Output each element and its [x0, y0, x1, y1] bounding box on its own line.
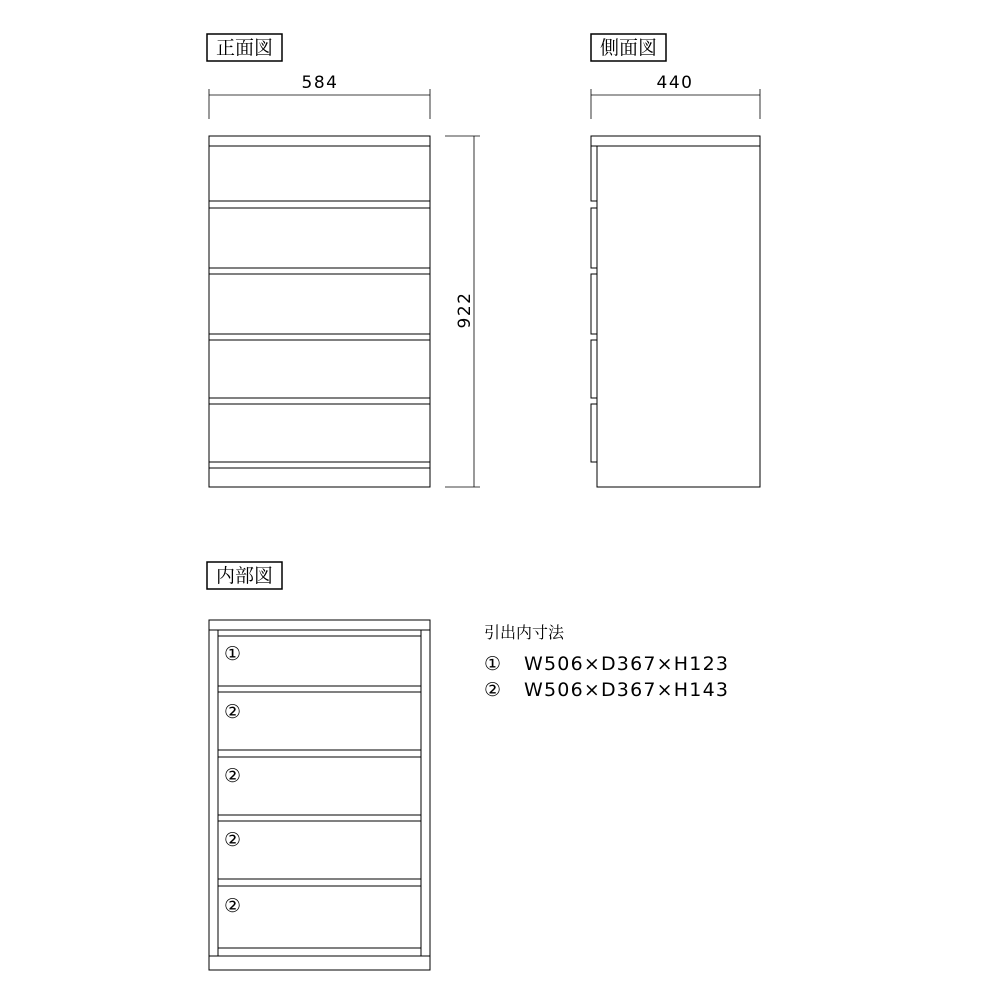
- front-top-panel: [209, 136, 430, 146]
- interior-drawer-3: [218, 757, 421, 815]
- interior-drawer-1: [218, 636, 421, 686]
- interior-drawer-2-marker: ②: [224, 701, 242, 723]
- drawer-interior-specs: [484, 623, 729, 701]
- interior-drawer-3-marker: ②: [224, 765, 242, 787]
- front-height-dimension: [445, 136, 480, 487]
- interior-drawer-1-marker: ①: [224, 643, 242, 665]
- side-view: [591, 34, 760, 487]
- side-top-panel: [591, 136, 760, 146]
- front-drawer-3: [209, 274, 430, 334]
- front-view: [207, 34, 480, 487]
- side-drawer-front-2: [591, 208, 597, 268]
- side-drawer-front-5: [591, 404, 597, 462]
- side-drawer-front-1: [591, 146, 597, 201]
- interior-drawer-4: [218, 821, 421, 879]
- interior-view: [207, 562, 430, 970]
- interior-view-title: 内部図: [215, 565, 274, 587]
- front-plinth: [209, 468, 430, 487]
- front-drawer-1: [209, 146, 430, 201]
- side-depth-value: 440: [656, 73, 694, 93]
- spec-row-1-text: W506×D367×H123: [524, 653, 730, 675]
- side-drawer-front-4: [591, 340, 597, 398]
- side-depth-dimension: [591, 73, 760, 119]
- front-width-dimension: [209, 73, 430, 119]
- side-cabinet-body: [597, 146, 760, 487]
- spec-row-2-text: W506×D367×H143: [524, 679, 730, 701]
- front-drawer-4: [209, 340, 430, 398]
- spec-row-1-marker: ①: [484, 653, 503, 675]
- front-view-title: 正面図: [215, 37, 274, 59]
- side-view-title: 側面図: [599, 37, 658, 59]
- front-drawer-2: [209, 208, 430, 268]
- front-drawer-5: [209, 404, 430, 462]
- interior-drawer-5: [218, 886, 421, 948]
- interior-drawer-4-marker: ②: [224, 829, 242, 851]
- spec-row-2-marker: ②: [484, 679, 503, 701]
- interior-drawer-5-marker: ②: [224, 895, 242, 917]
- interior-drawer-2: [218, 692, 421, 750]
- specs-title: 引出内寸法: [484, 623, 565, 642]
- front-width-value: 584: [301, 73, 339, 93]
- interior-top-panel: [209, 620, 430, 630]
- front-height-value: 922: [455, 291, 475, 329]
- side-drawer-front-3: [591, 274, 597, 334]
